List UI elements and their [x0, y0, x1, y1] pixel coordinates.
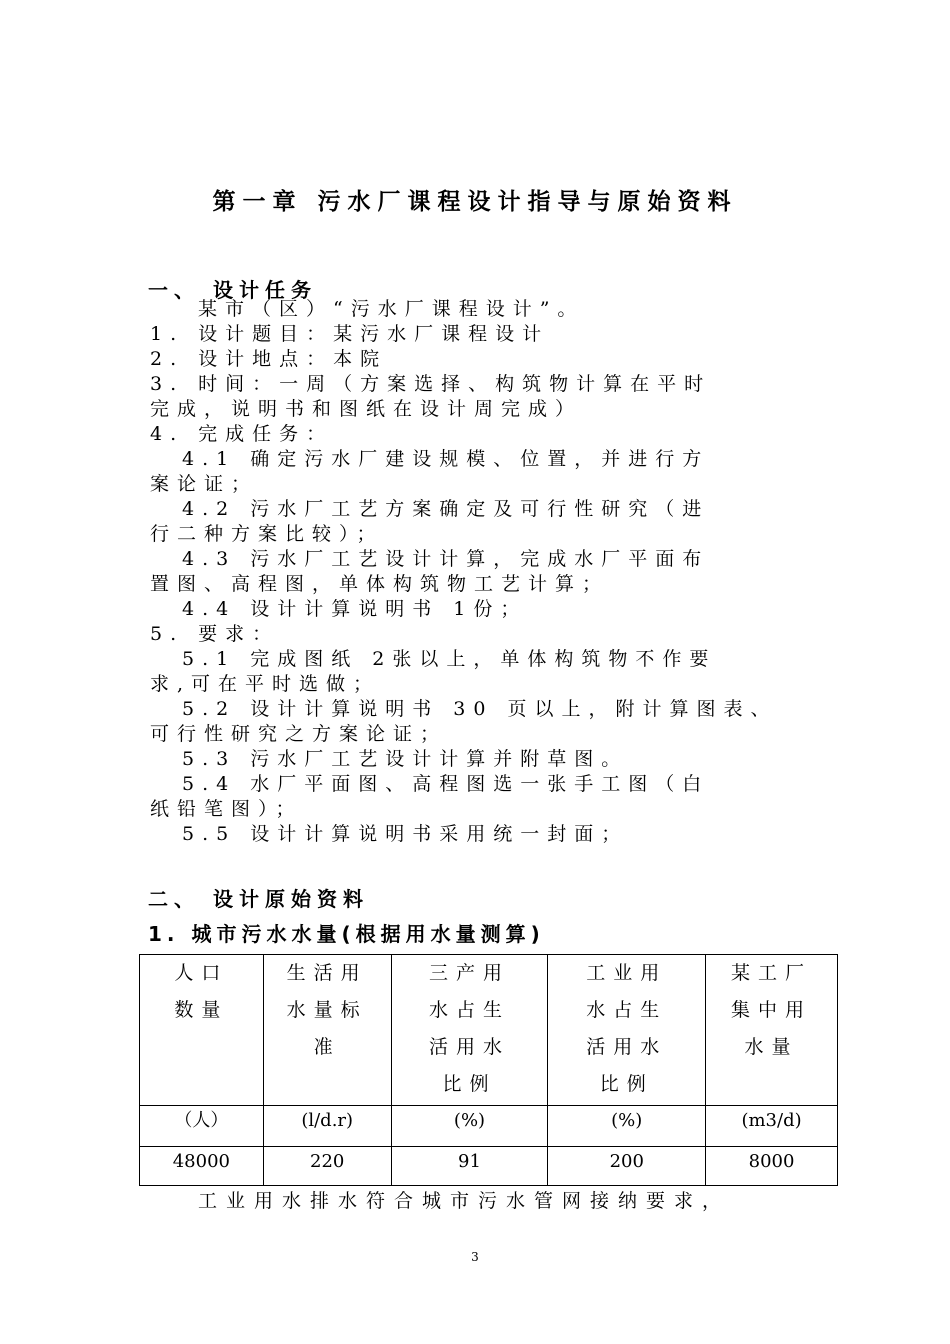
- task-line: 求,可在平时选做；: [150, 673, 381, 695]
- task-line: 可行性研究之方案论证；: [150, 723, 448, 745]
- water-usage-table: [139, 954, 838, 1186]
- task-line: 纸铅笔图）；: [150, 798, 303, 820]
- task-line: 4.4 设计计算说明书 1份；: [182, 598, 528, 620]
- section-heading-data: 二、 设计原始资料: [148, 887, 369, 911]
- task-line: 3. 时间：一周（方案选择、构筑物计算在平时: [150, 373, 712, 395]
- table-header-cell: 工业用水占生活用水比例: [548, 955, 706, 1106]
- task-list: [150, 297, 800, 847]
- task-line: 2. 设计地点：本院: [150, 348, 388, 370]
- table-value-cell: 48000: [140, 1147, 264, 1186]
- task-line: 5.4 水厂平面图、高程图选一张手工图（白: [182, 773, 710, 795]
- table-header-cell: 生活用水量标准: [263, 955, 391, 1106]
- section-heading-tasks: 一、 设计任务: [148, 278, 317, 302]
- table-value-row: [140, 1147, 838, 1186]
- table-value-cell: 220: [263, 1147, 391, 1186]
- task-line: 某市（区）“污水厂课程设计”。: [198, 298, 585, 320]
- table-unit-row: [140, 1106, 838, 1147]
- subheading-water-volume: 1. 城市污水水量(根据用水量测算): [148, 922, 545, 946]
- task-line: 5.3 污水厂工艺设计计算并附草图。: [182, 748, 629, 770]
- task-line: 行二种方案比较）；: [150, 523, 384, 545]
- table-unit-cell: (m3/d): [706, 1106, 838, 1147]
- task-line: 4.1 确定污水厂建设规模、位置，并进行方: [182, 448, 710, 470]
- table-header-row: [140, 955, 838, 1106]
- task-line: 5. 要求：: [150, 623, 280, 645]
- table-header-cell: 人口数量: [140, 955, 264, 1106]
- table-header-cell: 三产用水占生活用水比例: [391, 955, 548, 1106]
- task-line: 完成，说明书和图纸在设计周完成）: [150, 398, 583, 420]
- task-line: 案论证；: [150, 473, 259, 495]
- task-line: 4.3 污水厂工艺设计计算，完成水厂平面布: [182, 548, 710, 570]
- task-line: 5.2 设计计算说明书 30 页以上，附计算图表、: [182, 698, 778, 720]
- table-unit-cell: （人）: [140, 1106, 264, 1147]
- task-line: 4.2 污水厂工艺方案确定及可行性研究（进: [182, 498, 710, 520]
- table-unit-cell: (l/d.r): [263, 1106, 391, 1147]
- task-line: 5.5 设计计算说明书采用统一封面；: [182, 823, 629, 845]
- table-value-cell: 91: [391, 1147, 548, 1186]
- task-line: 5.1 完成图纸 2张以上，单体构筑物不作要: [182, 648, 717, 670]
- paragraph-text: 工业用水排水符合城市污水管网接纳要求，: [198, 1190, 731, 1212]
- table-unit-cell: (%): [548, 1106, 706, 1147]
- table-header-cell: 某工厂集中用水量: [706, 955, 838, 1106]
- task-line: 4. 完成任务：: [150, 423, 334, 445]
- table-value-cell: 8000: [706, 1147, 838, 1186]
- table-value-cell: 200: [548, 1147, 706, 1186]
- task-line: 置图、高程图，单体构筑物工艺计算；: [150, 573, 610, 595]
- task-line: 1. 设计题目：某污水厂课程设计: [150, 323, 550, 345]
- page-number: 3: [471, 1250, 479, 1264]
- table-unit-cell: (%): [391, 1106, 548, 1147]
- chapter-title: 第一章 污水厂课程设计指导与原始资料: [212, 189, 738, 215]
